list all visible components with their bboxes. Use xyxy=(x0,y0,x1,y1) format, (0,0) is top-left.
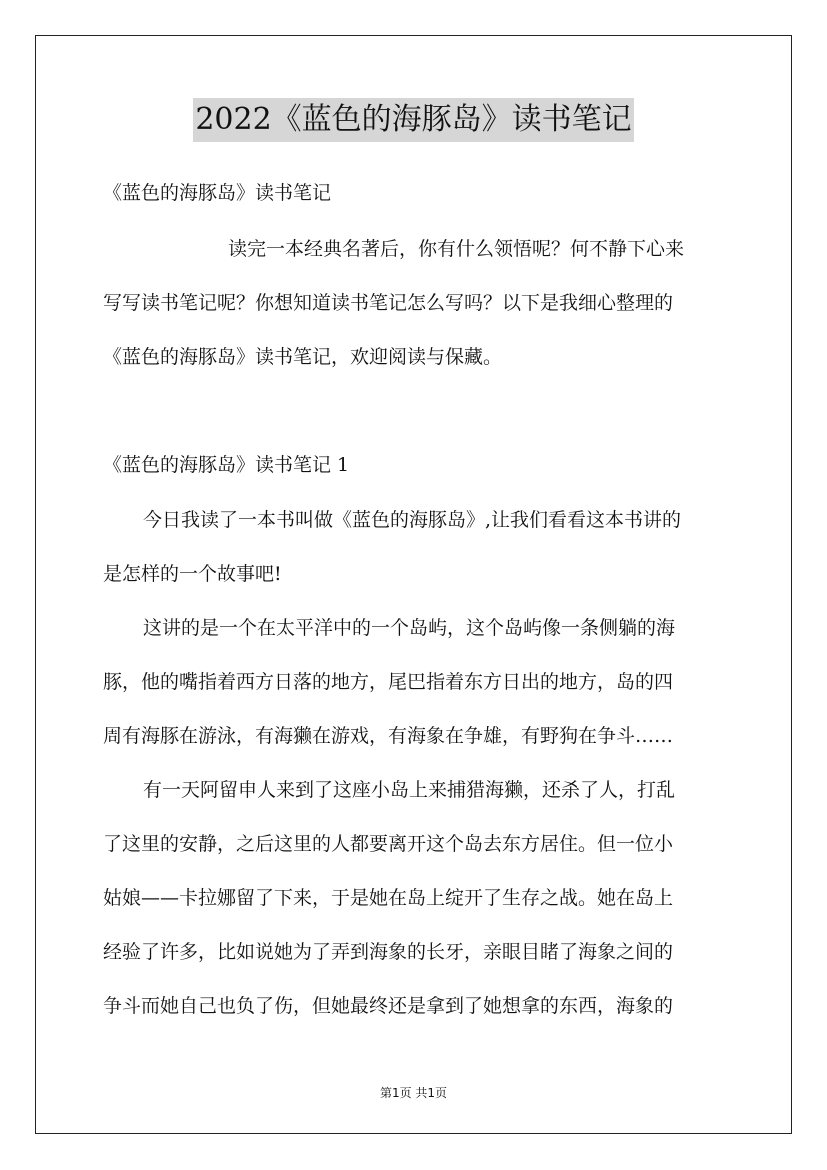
intro-line-2: 写写读书笔记呢？你想知道读书笔记怎么写吗？以下是我细心整理的 xyxy=(103,292,674,314)
body-line-3: 这讲的是一个在太平洋中的一个岛屿，这个岛屿像一条侧躺的海 xyxy=(143,617,676,639)
title-container xyxy=(0,98,827,142)
body-line-9: 经验了许多，比如说她为了弄到海象的长牙，亲眼目睹了海象之间的 xyxy=(103,941,674,963)
body-line-1: 今日我读了一本书叫做《蓝色的海豚岛》,让我们看看这本书讲的 xyxy=(143,509,682,531)
body-line-10: 争斗而她自己也负了伤，但她最终还是拿到了她想拿的东西，海象的 xyxy=(103,995,674,1017)
document-title: 2022《蓝色的海豚岛》读书笔记 xyxy=(193,98,633,142)
page-footer: 第1页 共1页 xyxy=(379,1086,448,1100)
body-line-5: 周有海豚在游泳，有海獭在游戏，有海象在争雄，有野狗在争斗…… xyxy=(103,725,674,747)
document-subtitle: 《蓝色的海豚岛》读书笔记 xyxy=(103,182,332,204)
intro-line-1: 读完一本经典名著后，你有什么领悟呢？何不静下心来 xyxy=(228,238,685,260)
intro-line-3: 《蓝色的海豚岛》读书笔记，欢迎阅读与保藏。 xyxy=(103,346,503,368)
body-line-2: 是怎样的一个故事吧! xyxy=(103,563,282,585)
section-heading: 《蓝色的海豚岛》读书笔记 1 xyxy=(103,454,350,476)
body-line-7: 了这里的安静，之后这里的人都要离开这个岛去东方居住。但一位小 xyxy=(103,833,674,855)
body-line-4: 豚，他的嘴指着西方日落的地方，尾巴指着东方日出的地方，岛的四 xyxy=(103,671,674,693)
body-line-6: 有一天阿留申人来到了这座小岛上来捕猎海獭，还杀了人，打乱 xyxy=(143,779,676,801)
body-line-8: 姑娘——卡拉娜留了下来，于是她在岛上绽开了生存之战。她在岛上 xyxy=(103,887,674,909)
